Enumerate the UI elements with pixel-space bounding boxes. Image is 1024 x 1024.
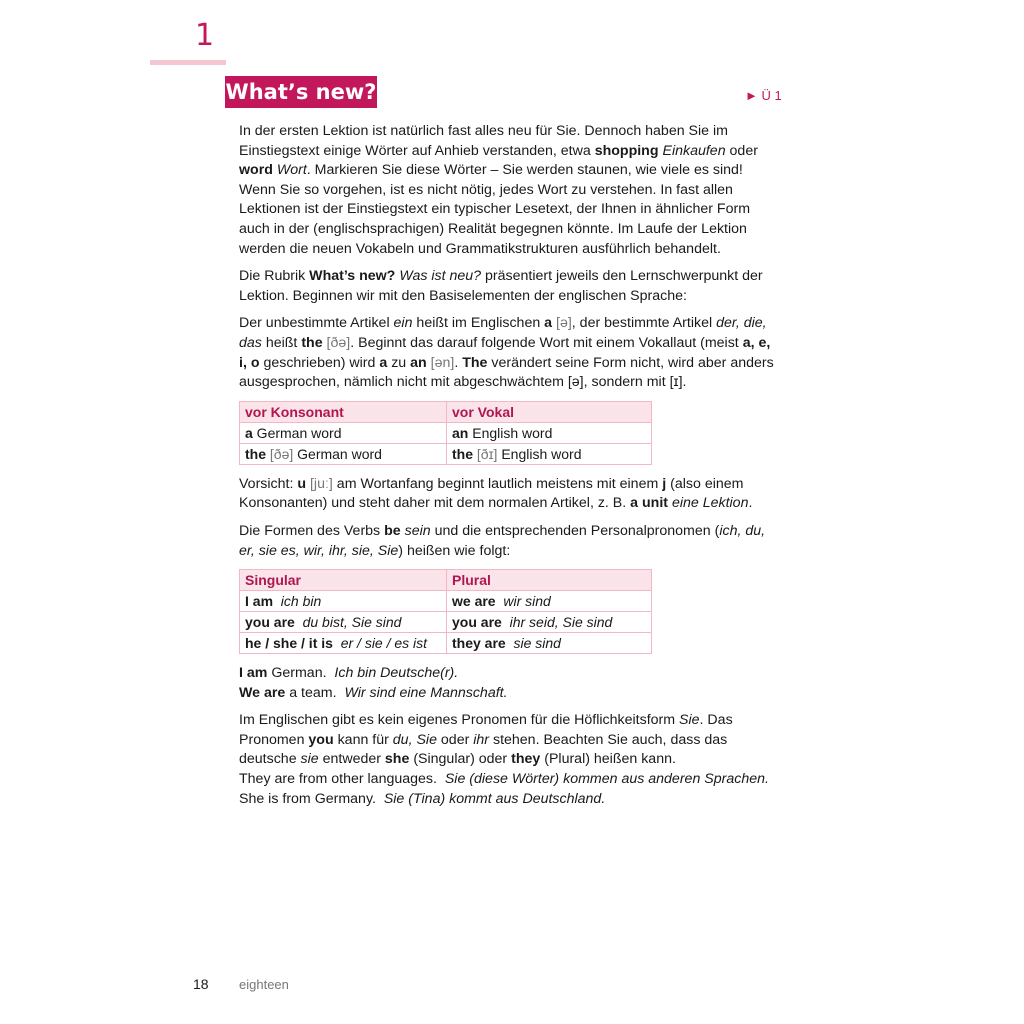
table-header-row [240,570,652,591]
chapter-divider [150,60,226,65]
table-cell: the [ðə] German word [240,443,447,464]
table-row [240,633,652,654]
verb-be-table [239,569,652,654]
exercise-reference[interactable]: ► Ü 1 [745,88,782,103]
table-row [240,443,652,464]
table-cell: an English word [447,422,652,443]
table-header-row [240,401,652,422]
section-title: What’s new? [225,76,377,108]
table-header-cell: vor Konsonant [240,401,447,422]
table-cell: we are wir sind [447,591,652,612]
table-header-cell: Singular [240,570,447,591]
articles-table [239,401,652,465]
table-row [240,422,652,443]
caution-paragraph: Vorsicht: u [juː] am Wortanfang beginnt lautlich meistens mit einem j (also einem Konsonanten) und steht daher mit dem normalen Artikel, z. B. a unit eine Lektion. [239,475,753,512]
main-content [239,122,779,817]
table-header-cell: vor Vokal [447,401,652,422]
table-cell: you are ihr seid, Sie sind [447,612,652,633]
intro-paragraph: In der ersten Lektion ist natürlich fast alles neu für Sie. Dennoch haben Sie im Einstiegstext einige Wörter auf Anhieb verstanden, etwa shopping Einkaufen oder word Wort. Markieren Sie diese Wörter – Sie werden staunen, wie viele es sind! Wenn Sie so vorgehen, ist es nicht nötig, jedes Wort zu verstehen. In fast allen Lektionen ist der Einstiegstext ein typischer Lesetext, der Ihnen in ähnlicher Form auch in der (englischsprachigen) Realität begegnen könnte. Im Laufe der Lektion werden die neuen Vokabeln und Grammatikstrukturen ausführlich behandelt. [239,123,758,257]
table-row [240,591,652,612]
pronoun-paragraph: Im Englischen gibt es kein eigenes Pronomen für die Höflichkeitsform Sie. Das Pronomen you kann für du, Sie oder ihr stehen. Beachten Sie auch, dass das deutsche sie entweder she (Singular) oder they (Plural) heißen kann. They are from other languages. Sie (diese Wörter) kommen aus anderen Sprachen. She is from Germany. Sie (Tina) kommt aus Deutschland. [239,712,769,807]
rubric-paragraph: Die Rubrik What’s new? Was ist neu? präsentiert jeweils den Lernschwerpunkt der Lektion. Beginnen wir mit den Basiselementen der englischen Sprache: [239,268,763,304]
page-number: 18 [193,976,209,992]
table-cell: you are du bist, Sie sind [240,612,447,633]
table-header-cell: Plural [447,570,652,591]
be-examples: I am German. Ich bin Deutsche(r). We are a team. Wir sind eine Mannschaft. [239,665,508,701]
table-cell: I am ich bin [240,591,447,612]
table-cell: they are sie sind [447,633,652,654]
table-cell: he / she / it is er / sie / es ist [240,633,447,654]
verb-be-paragraph: Die Formen des Verbs be sein und die entsprechenden Personalpronomen (ich, du, er, sie es, wir, ihr, sie, Sie) heißen wie folgt: [239,522,766,559]
table-cell: a German word [240,422,447,443]
table-cell: the [ðɪ] English word [447,443,652,464]
article-paragraph: Der unbestimmte Artikel ein heißt im Englischen a [ə], der bestimmte Artikel der, die, das heißt the [ðə]. Beginnt das darauf folgende Wort mit einem Vokallaut (meist a, e, i, o geschrieben) wird a zu an [ən]. The verändert seine Form nicht, wird aber anders ausgesprochen, nämlich nicht mit abgeschwächtem [ə], sondern mit [ɪ]. [239,315,774,391]
chapter-number: 1 [195,18,215,53]
table-row [240,612,652,633]
page-number-word: eighteen [239,977,289,992]
